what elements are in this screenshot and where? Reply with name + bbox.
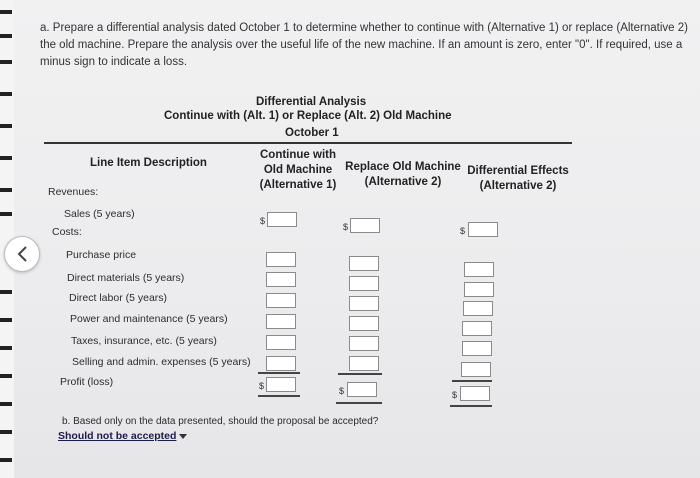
diff-subtotal-rule bbox=[452, 380, 492, 382]
alt2-sales-input[interactable] bbox=[350, 218, 380, 233]
alt2-selling-input[interactable] bbox=[349, 356, 379, 371]
proposal-dropdown[interactable] bbox=[58, 430, 187, 442]
alt1-sales-input[interactable] bbox=[267, 212, 297, 227]
diff-sales-input[interactable] bbox=[468, 222, 498, 237]
alt2-subtotal-rule bbox=[338, 373, 382, 375]
table-title: Differential Analysis bbox=[256, 96, 367, 108]
alt1-selling-input[interactable] bbox=[266, 356, 296, 371]
chevron-left-icon bbox=[15, 245, 29, 263]
back-button[interactable] bbox=[4, 236, 40, 272]
worksheet bbox=[14, 0, 700, 478]
currency-symbol: $ bbox=[460, 226, 466, 236]
alt1-total-rule bbox=[258, 395, 300, 397]
alt2-purchase-input[interactable] bbox=[349, 256, 379, 271]
costs-label: Costs: bbox=[52, 226, 82, 238]
alt1-taxes-input[interactable] bbox=[266, 335, 296, 350]
alt1-profit-input[interactable] bbox=[266, 377, 296, 392]
diff-selling-input[interactable] bbox=[461, 362, 491, 377]
chevron-down-icon bbox=[179, 434, 187, 439]
diff-purchase-input[interactable] bbox=[464, 262, 494, 277]
header-rule bbox=[44, 142, 572, 144]
revenues-label: Revenues: bbox=[48, 186, 99, 198]
alt2-materials-input[interactable] bbox=[349, 276, 379, 291]
diff-labor-input[interactable] bbox=[463, 301, 493, 316]
purchase-label: Purchase price bbox=[66, 249, 137, 261]
question-b: b. Based only on the data presented, should the proposal be accepted? bbox=[62, 416, 379, 427]
alt1-subtotal-rule bbox=[258, 372, 300, 374]
col-header-alt2: Replace Old Machine (Alternative 2) bbox=[345, 161, 461, 188]
currency-symbol: $ bbox=[452, 390, 458, 400]
instructions-text: a. Prepare a differential analysis dated October 1 to determine whether to continue with (Alternative 1) or replace (Alternative 2) the old machine. Prepare the analysis over the useful life of the new machine. If an amount is zero, enter "0". If required, use a minus sign to indicate a loss. bbox=[40, 22, 688, 68]
alt2-power-input[interactable] bbox=[349, 316, 379, 331]
alt1-power-input[interactable] bbox=[266, 314, 296, 329]
alt2-taxes-input[interactable] bbox=[349, 336, 379, 351]
col-header-description: Line Item Description bbox=[90, 157, 207, 169]
proposal-dropdown-value: Should not be accepted bbox=[58, 430, 177, 442]
alt1-labor-input[interactable] bbox=[266, 293, 296, 308]
power-label: Power and maintenance (5 years) bbox=[70, 313, 228, 325]
alt1-purchase-input[interactable] bbox=[266, 252, 296, 267]
table-date: October 1 bbox=[285, 127, 339, 139]
alt1-materials-input[interactable] bbox=[266, 272, 296, 287]
currency-symbol: $ bbox=[343, 222, 349, 232]
currency-symbol: $ bbox=[339, 386, 345, 396]
currency-symbol: $ bbox=[260, 216, 266, 226]
col-header-alt1: Continue with Old Machine (Alternative 1) bbox=[259, 149, 337, 191]
diff-power-input[interactable] bbox=[462, 321, 492, 336]
diff-profit-input[interactable] bbox=[460, 386, 490, 401]
alt2-profit-input[interactable] bbox=[347, 382, 377, 397]
alt2-labor-input[interactable] bbox=[349, 296, 379, 311]
selling-label: Selling and admin. expenses (5 years) bbox=[72, 356, 251, 368]
sales-label: Sales (5 years) bbox=[64, 208, 135, 220]
diff-total-rule bbox=[450, 405, 492, 407]
labor-label: Direct labor (5 years) bbox=[69, 292, 168, 304]
taxes-label: Taxes, insurance, etc. (5 years) bbox=[71, 335, 217, 347]
table-subtitle: Continue with (Alt. 1) or Replace (Alt. 2) Old Machine bbox=[164, 110, 452, 122]
currency-symbol: $ bbox=[259, 381, 265, 391]
materials-label: Direct materials (5 years) bbox=[67, 272, 185, 284]
alt2-total-rule bbox=[336, 402, 382, 404]
col-header-differential: Differential Effects (Alternative 2) bbox=[467, 165, 569, 192]
profit-label: Profit (loss) bbox=[60, 376, 114, 388]
diff-materials-input[interactable] bbox=[464, 282, 494, 297]
diff-taxes-input[interactable] bbox=[462, 341, 492, 356]
